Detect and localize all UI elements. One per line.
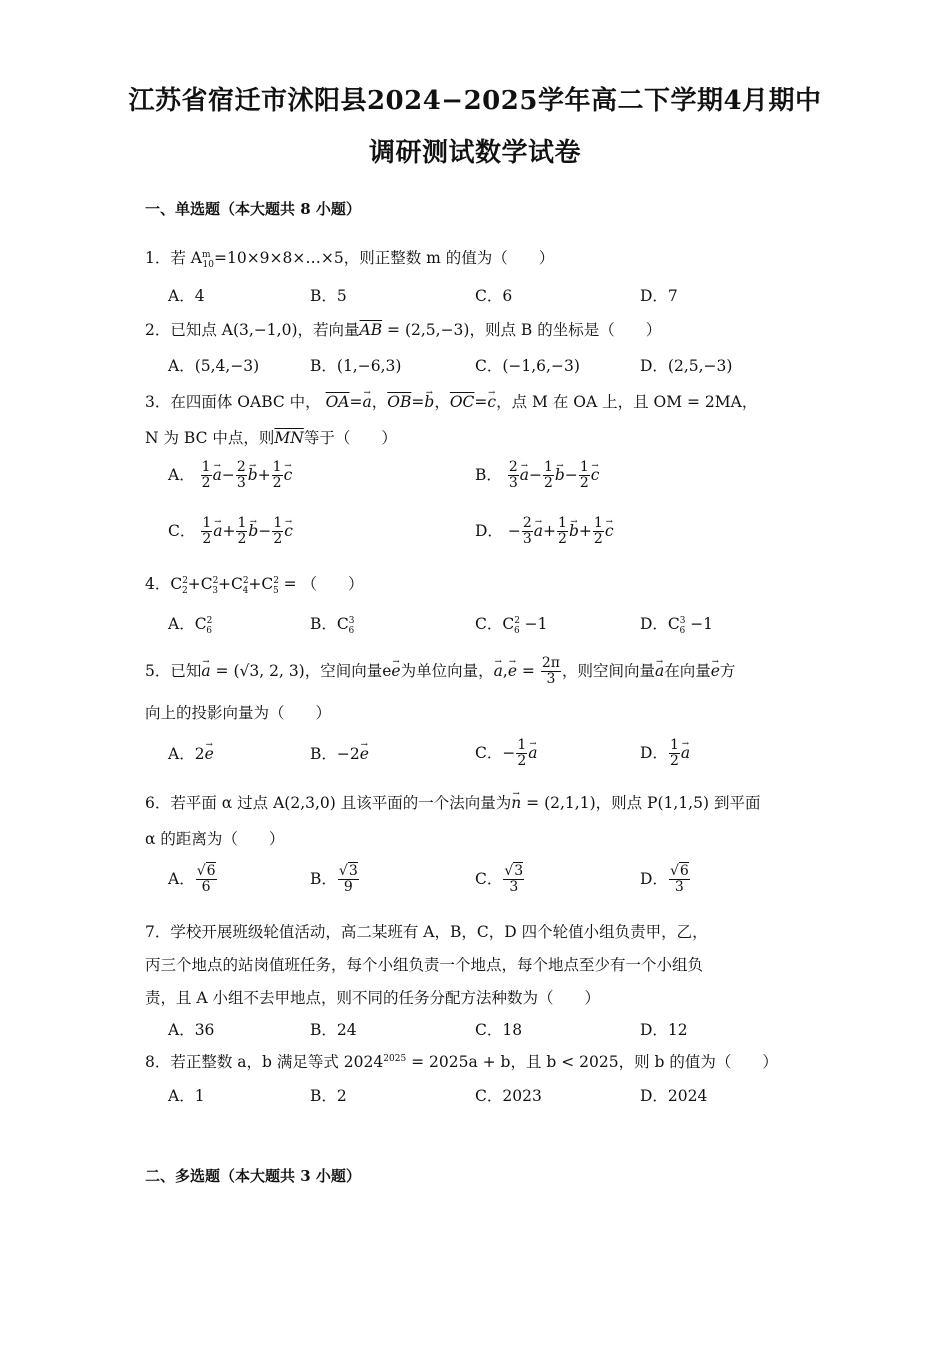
question-6-line2: α 的距离为（ ）	[145, 830, 285, 848]
q2-option-b[interactable]: B．(1,−6,3)	[310, 357, 402, 375]
section-heading-single-choice: 一、单选题（本大题共 8 小题）	[145, 200, 361, 218]
section-heading-multi-choice: 二、多选题（本大题共 3 小题）	[145, 1167, 361, 1185]
q2-option-c[interactable]: C．(−1,6,−3)	[475, 357, 580, 375]
q3-option-d[interactable]: D． − $\frac{2}{3}$ → a+ $\frac{1}{2}$ → b+ $\frac{1}{2}$ → c	[475, 516, 614, 548]
q5-option-d[interactable]: D． $\frac{1}{2}$ → a	[640, 738, 690, 770]
q6-option-b[interactable]: B． $\frac{√3}{9}$	[310, 863, 358, 896]
question-7-line1: 7．学校开展班级轮值活动，高二某班有 A，B，C，D 四个轮值小组负责甲，乙，	[145, 923, 708, 941]
q1-option-d[interactable]: D．7	[640, 287, 678, 305]
q8-option-c[interactable]: C．2023	[475, 1087, 542, 1105]
q6-option-c[interactable]: C． $\frac{√3}{3}$	[475, 863, 524, 896]
question-7-line3: 责，且 A 小组不去甲地点，则不同的任务分配方法种数为（ ）	[145, 989, 601, 1007]
q5-option-a[interactable]: A．2→ e	[168, 742, 214, 764]
q4-option-a[interactable]: A．$C^2_6$	[168, 615, 213, 637]
q8-option-b[interactable]: B．2	[310, 1087, 347, 1105]
question-3-line2: N 为 BC 中点，则$\overline{MN}$等于（ ）	[145, 429, 397, 447]
q6-option-a[interactable]: A． $\frac{√6}{6}$	[168, 863, 216, 896]
q8-option-d[interactable]: D．2024	[640, 1087, 708, 1105]
question-3-line1: 3．在四面体 OABC 中， $\overline{OA}=\to a$，$\overline{OB}=\to b$，$\overline{OC}=\to c$，点 M 在 OA 上，且 OM = 2MA，	[145, 390, 757, 412]
q3-option-b[interactable]: B． $\frac{2}{3}$ → a− $\frac{1}{2}$ → b− $\frac{1}{2}$ → c	[475, 460, 599, 492]
question-5-line2: 向上的投影向量为（ ）	[145, 704, 332, 722]
q4-option-d[interactable]: D．$C^3_6 -1$	[640, 615, 714, 637]
q2-option-d[interactable]: D．(2,5,−3)	[640, 357, 733, 375]
question-1: 1．若 $A^m_{10}=10\times 9\times 8\times\dots\times 5$，则正整数 m 的值为（ ）	[145, 249, 555, 271]
q3-option-c[interactable]: C． $\frac{1}{2}$ → a+ $\frac{1}{2}$ → b− $\frac{1}{2}$ → c	[168, 516, 293, 548]
question-7-line2: 丙三个地点的站岗值班任务，每个小组负责一个地点，每个地点至少有一个小组负	[145, 956, 704, 974]
question-8: 8．若正整数 a，b 满足等式 $2024^{2025} = 2025a + b$，且 b < 2025，则 b 的值为（ ）	[145, 1053, 778, 1071]
exam-title-line2: 调研测试数学试卷	[368, 138, 581, 168]
q7-option-b[interactable]: B．24	[310, 1021, 357, 1039]
q5-option-c[interactable]: C．− $\frac{1}{2}$ → a	[475, 738, 538, 770]
question-6-line1: 6．若平面 α 过点 A(2,3,0) 且该平面的一个法向量为→ n = (2,1,1)，则点 P(1,1,5) 到平面	[145, 791, 760, 813]
exam-title-line1: 江苏省宿迁市沭阳县2024−2025学年高二下学期4月期中	[128, 86, 822, 116]
q8-option-a[interactable]: A．1	[168, 1087, 205, 1105]
q2-option-a[interactable]: A．(5,4,−3)	[168, 357, 260, 375]
question-5-line1: 5．已知→ a = (√3, 2, 3)，空间向量e→ e为单位向量，→ a,→ e = $\frac{2\pi}{3}$ ，则空间向量→ a在向量→ e方	[145, 656, 735, 688]
q4-option-c[interactable]: C．$C^2_6 -1$	[475, 615, 548, 637]
q3-option-a[interactable]: A． $\frac{1}{2}$ → a− $\frac{2}{3}$ → b+ $\frac{1}{2}$ → c	[168, 460, 292, 492]
q4-option-b[interactable]: B．$C^3_6$	[310, 615, 355, 637]
q1-option-a[interactable]: A．4	[168, 287, 205, 305]
q7-option-c[interactable]: C．18	[475, 1021, 523, 1039]
q7-option-a[interactable]: A．36	[168, 1021, 215, 1039]
q1-option-c[interactable]: C．6	[475, 287, 513, 305]
q1-option-b[interactable]: B．5	[310, 287, 347, 305]
question-4: 4．$C^2_2+C^2_3+C^2_4+C^2_5$ = （ ）	[145, 575, 364, 597]
question-2: 2．已知点 A(3,−1,0)，若向量$\overline{AB} = (2,5,-3)$，则点 B 的坐标是（ ）	[145, 321, 662, 339]
q6-option-d[interactable]: D． $\frac{√6}{3}$	[640, 863, 689, 896]
q5-option-b[interactable]: B．−2→ e	[310, 742, 369, 764]
q7-option-d[interactable]: D．12	[640, 1021, 688, 1039]
